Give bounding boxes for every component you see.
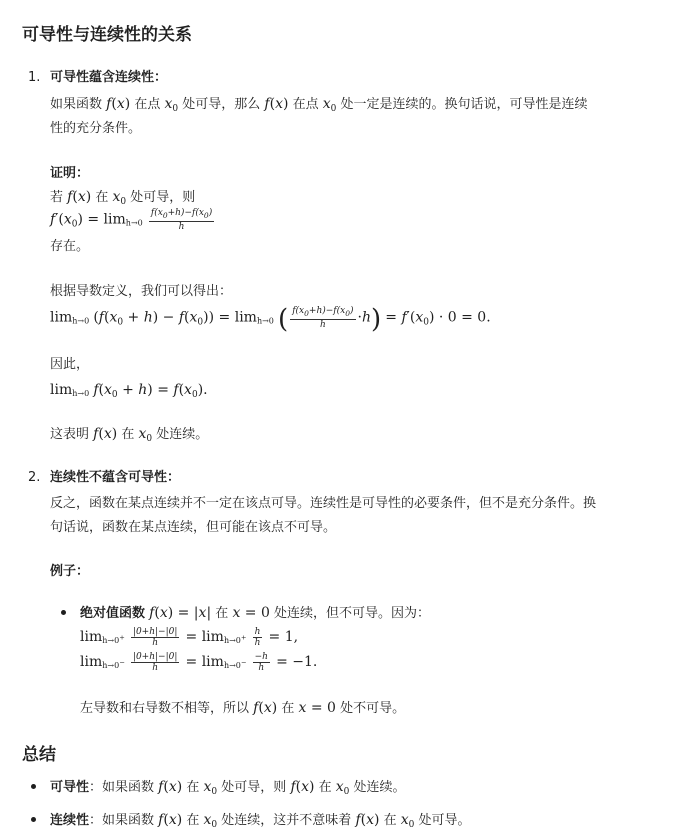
section-1-number: 1. (28, 70, 41, 85)
section-1-paragraph-line-2: 性的充分条件。 (50, 121, 142, 136)
bullet-dot (31, 817, 36, 822)
summary-item-continuity: 连续性：如果函数 f(x) 在 $x_0$ 处连续，这并不意味着 f(x) 在 $x_0$ 处可导。 (50, 812, 471, 830)
section-1-heading: 可导性蕴含连续性： (50, 70, 168, 85)
example-conclusion: 左导数和右导数不相等，所以 f(x) 在 x = 0 处不可导。 (80, 700, 406, 716)
right-derivative-formula: limh→0+ $\frac{|0+h|-|0|}{h}$ = limh→0+ $\frac{h}{h}$ = 1, (80, 627, 299, 648)
left-derivative-formula: limh→0− $\frac{|0+h|-|0|}{h}$ = limh→0− $\frac{-h}{h}$ = −1. (80, 652, 318, 673)
proof-label: 证明： (50, 166, 90, 181)
section-2-paragraph-line-2: 句话说，函数在某点连续，但可能在该点不可导。 (50, 520, 337, 535)
section-1-paragraph-line-1: 如果函数 f(x) 在点 $x_0$ 处可导，那么 f(x) 在点 $x_0$ 处一定是连续的。换句话说，可导性是连续 (50, 96, 588, 114)
example-label: 例子： (50, 564, 90, 579)
section-2-heading: 连续性不蕴含可导性： (50, 470, 181, 485)
bullet-dot (31, 784, 36, 789)
exists-text: 存在。 (50, 239, 90, 254)
by-definition-text: 根据导数定义，我们可以得出： (50, 284, 233, 299)
bullet-dot (61, 610, 66, 615)
derivative-definition-formula: $f'(x_0) = \lim h\to 0$ $\frac{f(x_0+h)-f(x_0)}{h}$ (50, 208, 213, 232)
continuity-limit-formula: limh→0 $f(x_0 + h) = f(x_0)$. (50, 382, 208, 400)
section-2-paragraph-line-1: 反之，函数在某点连续并不一定在该点可导。连续性是可导性的必要条件，但不是充分条件。换 (50, 496, 597, 511)
limit-derivation-formula: limh→0 $(f(x_0 + h) - f(x_0)) = \lim h\to 0$ ( $\frac{f(x_0+h)-f(x_0)}{h}$ $\cdot h) = f'(x_0) \cdot 0 = 0$. (50, 304, 491, 335)
therefore-text: 因此， (50, 357, 90, 372)
proof-if-line: 若 f(x) 在 $x_0$ 处可导，则 (50, 189, 196, 207)
shows-continuity-text: 这表明 f(x) 在 $x_0$ 处连续。 (50, 426, 209, 444)
example-line: 绝对值函数 f(x) = |x| 在 x = 0 处连续，但不可导。因为： (80, 605, 431, 621)
summary-item-differentiability: 可导性：如果函数 f(x) 在 $x_0$ 处可导，则 f(x) 在 $x_0$ 处连续。 (50, 779, 406, 797)
summary-title: 总结 (22, 745, 56, 765)
section-2-number: 2. (28, 470, 41, 485)
page-title: 可导性与连续性的关系 (22, 25, 192, 45)
